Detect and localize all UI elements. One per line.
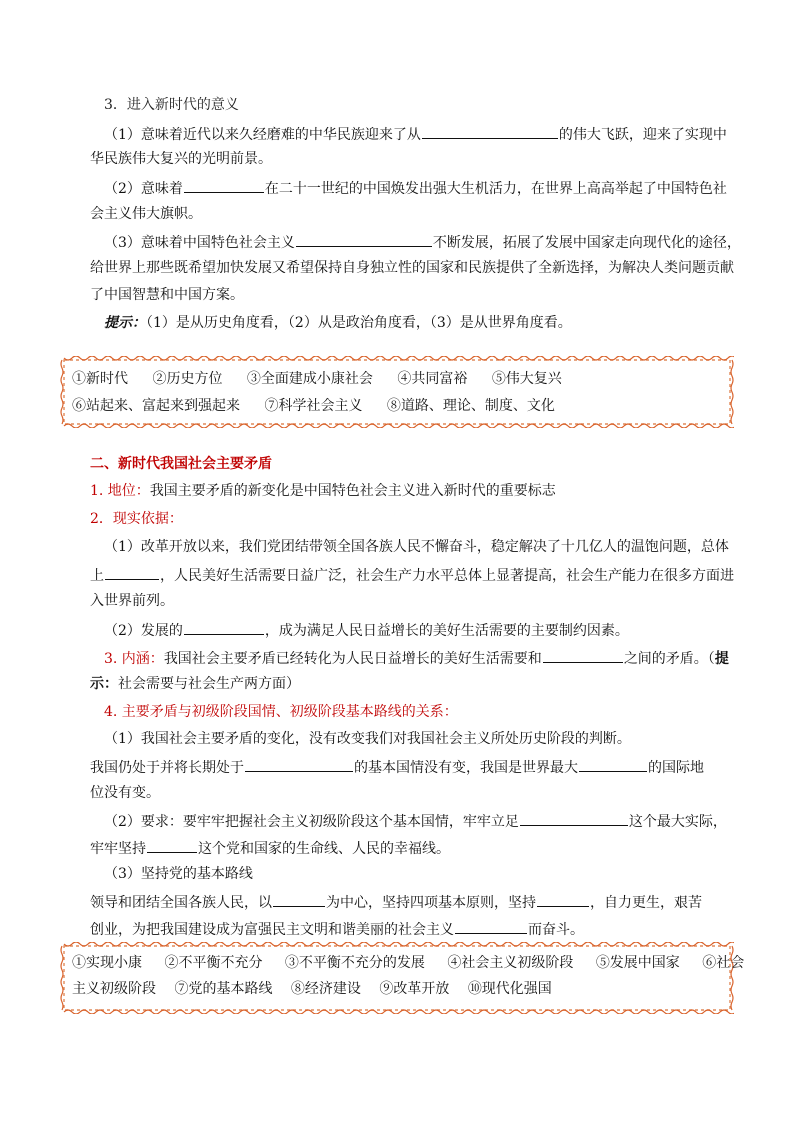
text: 在二十一世纪的中国焕发出强大生机活力，在世界上高高举起了中国特色社 bbox=[264, 181, 727, 197]
text: ，人民美好生活需要日益广泛，社会生产力水平总体上显著提高，社会生产能力在很多方面进 bbox=[160, 568, 734, 584]
fill-blank[interactable] bbox=[273, 892, 325, 907]
item-2-p1-line-3: 入世界前列。 bbox=[90, 593, 174, 609]
item-4-label: 4. 主要矛盾与初级阶段国情、初级阶段基本路线的关系： bbox=[104, 704, 458, 720]
fill-blank[interactable] bbox=[520, 811, 628, 826]
item-1-text: 我国主要矛盾的新变化是中国特色社会主义进入新时代的重要标志 bbox=[149, 483, 556, 499]
paragraph-3-3-line-1 bbox=[104, 232, 741, 252]
item-4-p2-line-1 bbox=[90, 757, 704, 777]
text: 牢牢坚持 bbox=[90, 841, 146, 857]
hint-label: 提 bbox=[714, 651, 729, 667]
option-item: ⑥站起来、富起来到强起来 bbox=[72, 398, 240, 414]
option-item: ④社会主义初级阶段 bbox=[447, 955, 574, 971]
hint-line bbox=[104, 314, 572, 332]
wavy-border bbox=[60, 942, 734, 1014]
item-4-p3-line-1 bbox=[104, 811, 727, 831]
fill-blank[interactable] bbox=[147, 838, 197, 853]
option-item: ①实现小康 bbox=[72, 955, 142, 971]
options-box-1 bbox=[60, 356, 734, 428]
text: 我国仍处于并将长期处于 bbox=[90, 760, 244, 776]
option-item: ⑧经济建设 bbox=[290, 981, 361, 997]
text: （2）要求：要牢牢把握社会主义初级阶段这个基本国情，牢牢立足 bbox=[104, 814, 519, 830]
option-item: ⑦科学社会主义 bbox=[264, 398, 363, 414]
option-item: ⑤伟大复兴 bbox=[491, 371, 562, 387]
hint-text: （1）是从历史角度看，（2）从是政治角度看，（3）是从世界角度看。 bbox=[146, 315, 572, 331]
item-4-p4: （3）坚持党的基本路线 bbox=[104, 866, 253, 882]
text: 我国社会主要矛盾已经转化为人民日益增长的美好生活需要和 bbox=[163, 651, 542, 667]
paragraph-3-1-line-2: 华民族伟大复兴的光明前景。 bbox=[90, 151, 272, 167]
item-2-p1-line-1: （1）改革开放以来，我们党团结带领全国各族人民不懈奋斗，稳定解决了十几亿人的温饱问题，总体 bbox=[104, 539, 729, 555]
item-1 bbox=[90, 482, 556, 500]
item-2-label: 2．现实依据： bbox=[90, 511, 183, 527]
text: 这个党和国家的生命线、人民的幸福线。 bbox=[198, 841, 450, 857]
text: （2）意味着 bbox=[104, 181, 183, 197]
option-item: ⑦党的基本路线 bbox=[174, 981, 273, 997]
fill-blank[interactable] bbox=[245, 757, 353, 772]
option-item: ⑤发展中国家 bbox=[595, 955, 680, 971]
options-row-1 bbox=[72, 370, 582, 388]
item-3-line-1 bbox=[104, 648, 729, 668]
item-4-p2-line-2: 位没有变。 bbox=[90, 785, 160, 801]
text: 不断发展，拓展了发展中国家走向现代化的途径， bbox=[432, 235, 741, 251]
option-item: ②历史方位 bbox=[152, 371, 223, 387]
options-row-2 bbox=[72, 397, 575, 415]
paragraph-3-3-line-3: 了中国智慧和中国方案。 bbox=[90, 287, 244, 303]
fill-blank[interactable] bbox=[184, 620, 264, 635]
item-1-label: 1. 地位： bbox=[90, 483, 150, 499]
option-item: ③全面建成小康社会 bbox=[246, 371, 373, 387]
text: （2）发展的 bbox=[104, 623, 183, 639]
fill-blank[interactable] bbox=[537, 892, 589, 907]
item-4-p3-line-2 bbox=[90, 838, 450, 858]
fill-blank[interactable] bbox=[296, 232, 432, 247]
text: 创业，为把我国建设成为富强民主文明和谐美丽的社会主义 bbox=[90, 922, 454, 938]
options-row-2 bbox=[72, 980, 552, 998]
text: 上 bbox=[90, 568, 104, 584]
fill-blank[interactable] bbox=[184, 178, 264, 193]
item-4-p5-line-2 bbox=[90, 919, 584, 939]
item-2-p2 bbox=[104, 620, 629, 640]
option-item: ②不平衡不充分 bbox=[164, 955, 263, 971]
text: 这个最大实际， bbox=[628, 814, 727, 830]
text: ，成为满足人民日益增长的美好生活需要的主要制约因素。 bbox=[264, 623, 629, 639]
fill-blank[interactable] bbox=[455, 919, 527, 934]
option-item: ⑧道路、理论、制度、文化 bbox=[386, 398, 555, 414]
option-item: ③不平衡不充分的发展 bbox=[284, 955, 425, 971]
text: 而奋斗。 bbox=[528, 922, 584, 938]
option-item: ①新时代 bbox=[72, 371, 128, 387]
option-item: ④共同富裕 bbox=[397, 371, 468, 387]
fill-blank[interactable] bbox=[105, 565, 159, 580]
options-box-2 bbox=[60, 942, 745, 1014]
section-two-title: 二、新时代我国社会主要矛盾 bbox=[90, 456, 272, 472]
text: 的基本国情没有变，我国是世界最大 bbox=[354, 760, 578, 776]
item-4-p5-line-1 bbox=[90, 892, 702, 912]
item-3-line-2 bbox=[90, 675, 300, 693]
item-3-label: 3. 内涵： bbox=[104, 651, 164, 667]
fill-blank[interactable] bbox=[543, 648, 623, 663]
paragraph-3-2-line-1 bbox=[104, 178, 727, 198]
item-2-p1-line-2 bbox=[90, 565, 734, 585]
fill-blank[interactable] bbox=[579, 757, 647, 772]
text: 领导和团结全国各族人民，以 bbox=[90, 895, 272, 911]
option-item: 主义初级阶段 bbox=[72, 981, 156, 997]
text: 社会需要与社会生产两方面） bbox=[118, 676, 300, 692]
paragraph-3-3-line-2: 给世界上那些既希望加快发展又希望保持自身独立性的国家和民族提供了全新选择，为解决人类问题贡献 bbox=[90, 260, 734, 276]
text: 的伟大飞跃，迎来了实现中 bbox=[558, 127, 727, 143]
text: ，自力更生，艰苦 bbox=[590, 895, 702, 911]
text: （1）意味着近代以来久经磨难的中华民族迎来了从 bbox=[104, 127, 421, 143]
fill-blank[interactable] bbox=[422, 124, 558, 139]
options-row-1 bbox=[72, 954, 744, 972]
option-item: ⑩现代化强国 bbox=[467, 981, 552, 997]
option-item: ⑥社会 bbox=[702, 955, 745, 971]
hint-label: 示： bbox=[90, 676, 118, 692]
text: 之间的矛盾。（ bbox=[623, 651, 715, 667]
wavy-border bbox=[60, 356, 734, 428]
text: 的国际地 bbox=[648, 760, 704, 776]
section-3-title: 3．进入新时代的意义 bbox=[104, 97, 239, 113]
text: （3）意味着中国特色社会主义 bbox=[104, 235, 295, 251]
hint-label: 提示： bbox=[104, 315, 146, 331]
paragraph-3-2-line-2: 会主义伟大旗帜。 bbox=[90, 206, 202, 222]
item-4-p1: （1）我国社会主要矛盾的变化，没有改变我们对我国社会主义所处历史阶段的判断。 bbox=[104, 731, 631, 747]
option-item: ⑨改革开放 bbox=[379, 981, 450, 997]
text: 为中心，坚持四项基本原则，坚持 bbox=[326, 895, 536, 911]
paragraph-3-1-line-1 bbox=[104, 124, 727, 144]
